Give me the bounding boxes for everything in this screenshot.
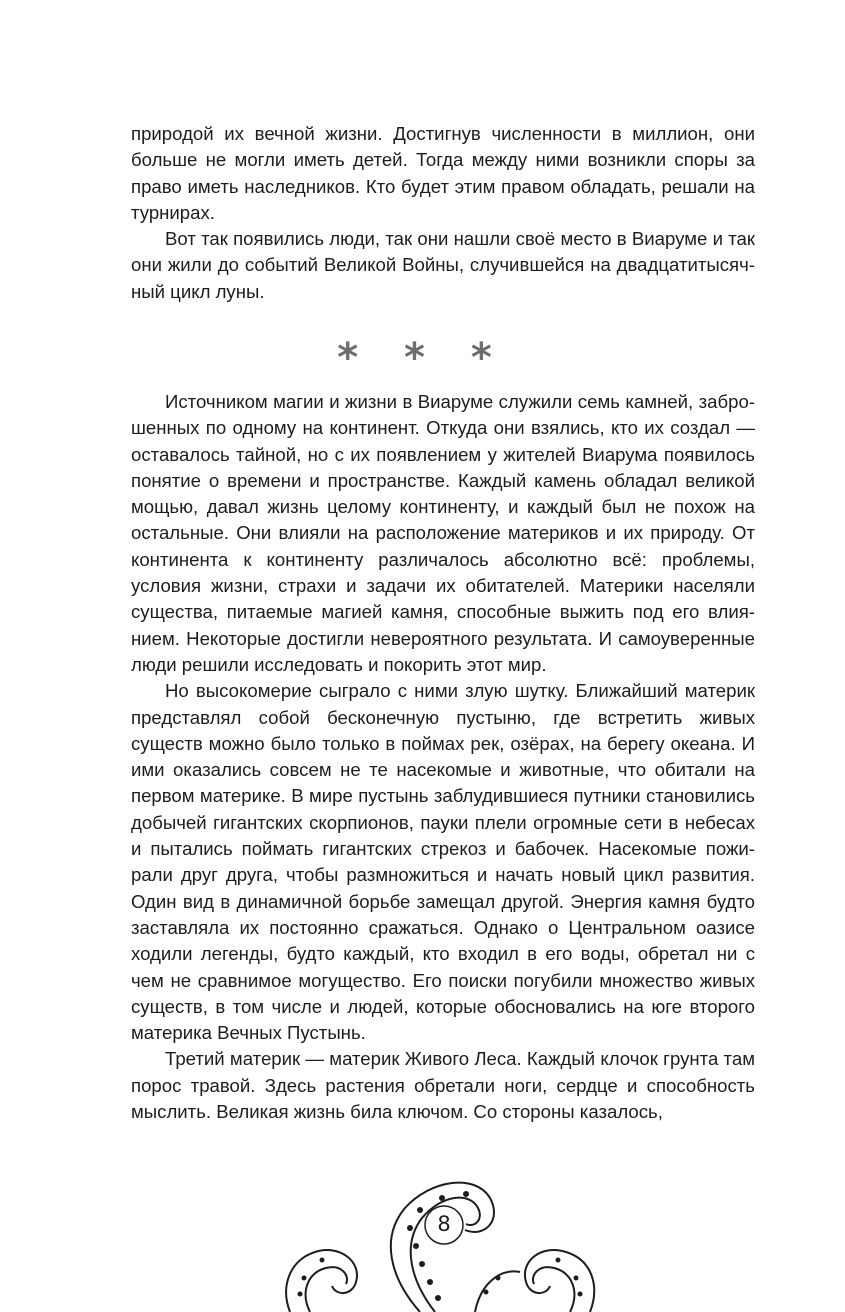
paragraph: Вот так появились люди, так они нашли своё место в Виаруме и так они жили до событий Великой Войны, случившейся на двадцатитысячный цикл луны. <box>131 228 755 302</box>
paragraph: Но высокомерие сыграло с ними злую шутку. Ближайший материк представлял собой бесконечную пустыню, где встретить живых существ можно было только в поймах рек, озёрах, на берегу океана. И ими оказались совсем не те насекомые и животные, что обитали на первом материке. В мире пустынь заблудившиеся путники становились добычей гигантских скорпионов, пауки плели огромные сети в небесах и пытались поймать гигантских стрекоз и бабочек. Насекомые пожирали друг друга, чтобы размножиться и начать новый цикл развития. Один вид в динамичной борьбе замещал другой. Энергия камня будто заставляла их постоянно сражаться. Однако о Центральном оазисе ходили легенды, будто каждый, кто входил в его воды, обретал ни с чем не сравнимое могущество. Его поиски погубили множество живых существ, в том числе и людей, которые обосновались на юге второго материка Вечных Пустынь. <box>131 680 755 1044</box>
text-block-main <box>131 389 755 1125</box>
section-divider: * * * <box>337 335 508 381</box>
paragraph: Источником магии и жизни в Виаруме служили семь камней, заброшенных по одному на континент. Откуда они взялись, кто их создал — оставалось тайной, но с их появлением у жителей Виарума появилось понятие о времени и пространстве. Каждый камень обладал великой мощью, давал жизнь целому континенту, и каждый был не похож на остальные. Они влияли на расположение материков и их природу. От континента к континенту различалось абсолютно всё: проблемы, условия жизни, страхи и задачи их обитателей. Материки населяли существа, питаемые магией камня, способные выжить под его влиянием. Некоторые достигли невероятного результата. И самоуверенные люди решили исследовать и покорить этот мир. <box>131 391 755 675</box>
text-block-top <box>131 121 755 305</box>
paragraph: природой их вечной жизни. Достигнув численности в миллион, они больше не могли иметь детей. Тогда между ними возникли споры за право иметь наследников. Кто будет этим правом обладать, решали на турнирах. <box>131 123 755 223</box>
page-number: 8 <box>437 1212 451 1236</box>
paragraph: Третий материк — материк Живого Леса. Каждый клочок грунта там порос травой. Здесь растения обретали ноги, сердце и способность мыслить. Великая жизнь била ключом. Со стороны казалось, <box>131 1048 755 1123</box>
